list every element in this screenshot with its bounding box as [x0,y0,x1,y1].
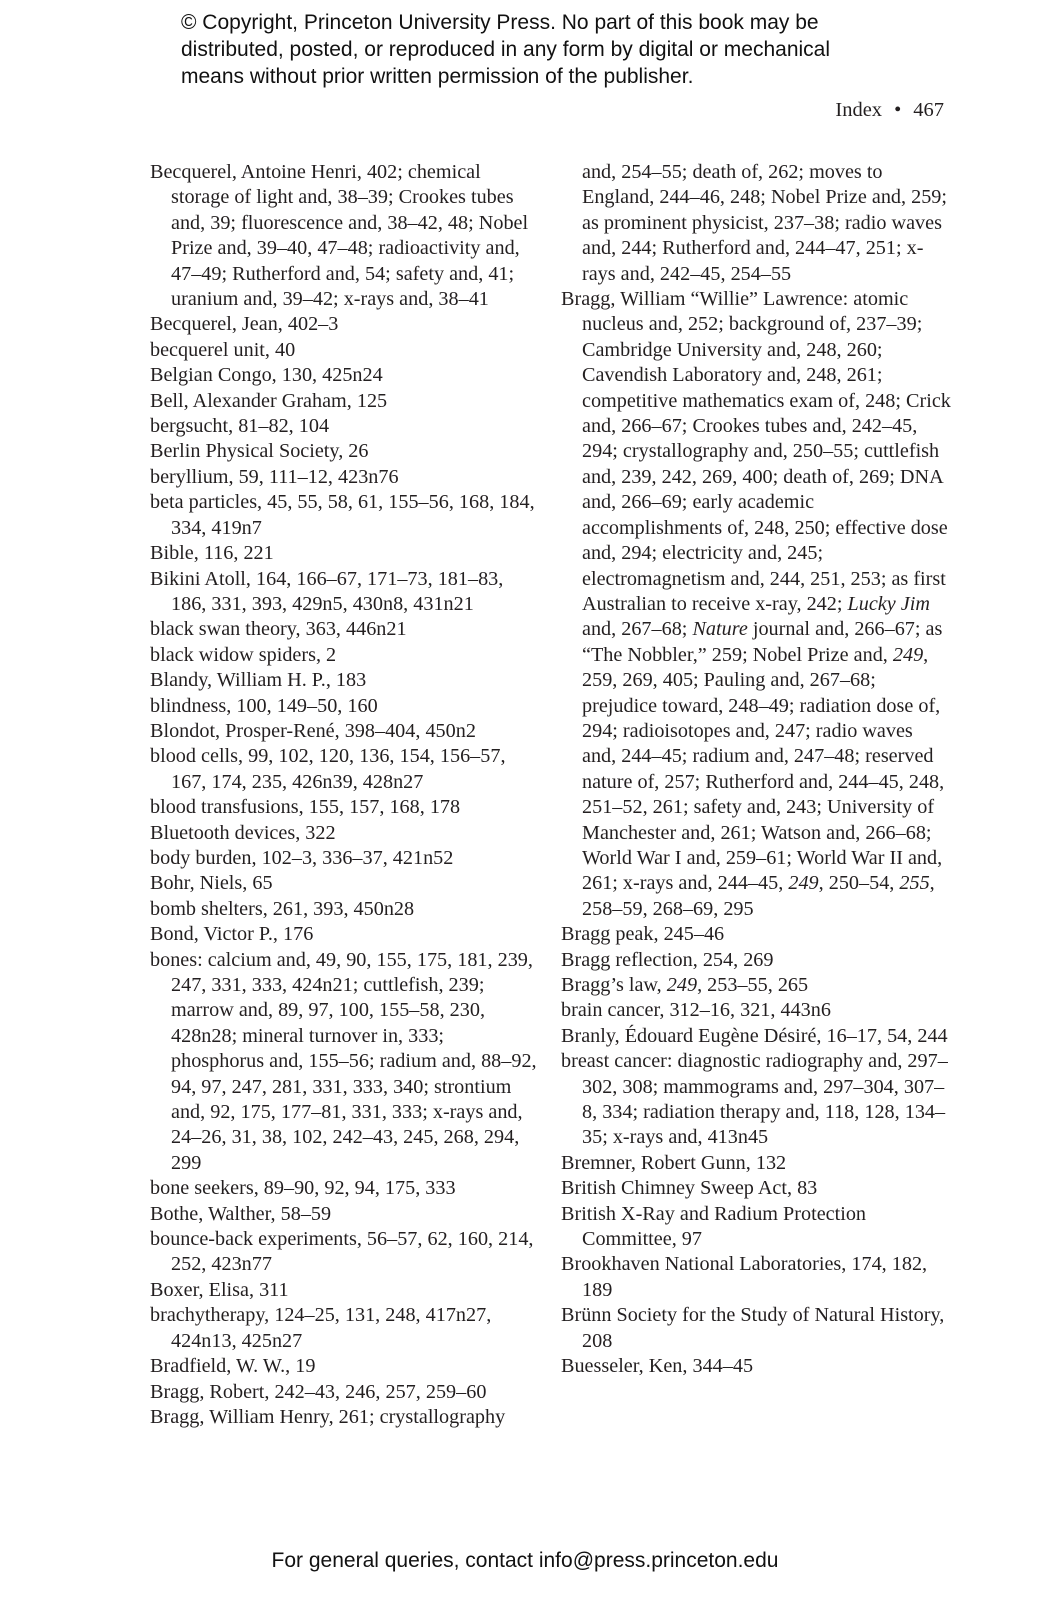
index-entry [150,1227,540,1278]
index-entry-text: , 253–55, 265 [697,974,809,996]
index-entry-text: Buesseler, Ken, 344–45 [561,1355,754,1378]
index-entry-text: Bragg reflection, 254, 269 [561,948,774,971]
index-entry [150,160,540,312]
index-entry-italic: 249 [788,872,819,895]
index-entry-italic: 249 [666,974,698,996]
index-entry [150,922,540,947]
index-entry-text: bone seekers, 89–90, 92, 94, 175, 333 [150,1177,456,1200]
index-entry-continuation: and, 254–55; death of, 262; moves to England, 244–46, 248; Nobel Prize and, 259; as prominent physicist, 237–38; radio waves and, 244; Rutherford and, 244–47, 251; x-rays and, 242–45, 254–55 [582,161,948,285]
index-entry [150,694,540,719]
index-entry-text: bomb shelters, 261, 393, 450n28 [150,897,415,920]
index-entry-text: black widow spiders, 2 [150,643,337,666]
index-entry-text: Bond, Victor P., 176 [150,923,314,946]
index-entry-text: Bragg, William “Willie” Lawrence: atomic nucleus and, 252; background of, 237–39; Cambridge University and, 248, 260; Cavendish Laboratory and, 248, 261; competitive mathematics exam of, 248; Crick and, 266–67; Crookes tubes and, 242–45, 294; crystallography and, 250–55; cuttlefish and, 239, 242, 269, 400; death of, 269; DNA and, 266–69; early academic accomplishments of, 248, 250; effective dose and, 294; electricity and, 245; electromagnetism and, 244, 251, 253; as first Australian to receive x-ray, 242; [561,288,951,615]
index-entry [150,795,540,820]
index-entry-italic: Nature [692,618,748,641]
index-entry [150,744,540,795]
index-entry [561,1049,951,1151]
index-entry-text: brachytherapy, 124–25, 131, 248, 417n27, 424n13, 425n27 [150,1304,492,1352]
index-entry-text: brain cancer, 312–16, 321, 443n6 [561,999,831,1022]
copyright-line: © Copyright, Princeton University Press. No part of this book may be [181,11,819,34]
index-entry-italic: 249 [892,643,924,666]
index-entry [150,846,540,871]
index-entry-text: Bell, Alexander Graham, 125 [150,389,388,412]
index-entry [150,1176,540,1201]
index-entry-text: becquerel unit, 40 [150,338,296,361]
index-entry-text: British X-Ray and Radium Protection Committee, 97 [561,1202,867,1251]
index-entry [150,567,540,618]
index-entry-text: bounce-back experiments, 56–57, 62, 160, 214, 252, 423n77 [150,1228,534,1276]
index-entry [150,617,540,642]
index-entry-text: Bragg, William Henry, 261; crystallography [150,1405,506,1428]
index-entry [150,490,540,541]
index-entry [150,389,540,414]
index-entry-text: Boxer, Elisa, 311 [150,1278,289,1301]
index-entry-text: journal and, 266–67; as “The Nobbler,” 259; Nobel Prize and, [582,618,943,666]
index-entry-text: Bragg peak, 245–46 [561,923,725,946]
index-entry-text: Blondot, Prosper-René, 398–404, 450n2 [150,719,476,742]
index-entry-text: beta particles, 45, 55, 58, 61, 155–56, 168, 184, 334, 419n7 [150,491,535,539]
index-entry-text: Blandy, William H. P., 183 [150,669,367,692]
index-entry [150,465,540,490]
index-entry-text: bergsucht, 81–82, 104 [150,415,330,438]
index-entry-text: Becquerel, Jean, 402–3 [150,313,339,336]
index-entry [150,1202,540,1227]
index-entry [150,643,540,668]
index-entry [561,1202,951,1253]
index-entry-text: Berlin Physical Society, 26 [150,440,369,463]
index-entry-italic: Lucky Jim [847,592,930,615]
copyright-notice [181,9,941,90]
index-column-left [150,160,540,1430]
index-entry-text: and, 267–68; [582,618,693,641]
index-column-right [561,160,951,1380]
index-entry-text: Bremner, Robert Gunn, 132 [561,1151,787,1174]
copyright-line: means without prior written permission of the publisher. [181,65,694,88]
bullet-separator: • [894,99,902,121]
index-entry [561,922,951,947]
index-entry-text: , 258–59, 268–69, 295 [582,872,935,920]
index-entry [150,312,540,337]
running-head [835,97,944,123]
running-head-section: Index [835,99,883,121]
index-entry-text: black swan theory, 363, 446n21 [150,618,407,641]
index-entry-text: blood cells, 99, 102, 120, 136, 154, 156–57, 167, 174, 235, 426n39, 428n27 [150,745,506,793]
index-entry [561,973,951,998]
index-entry-text: Brünn Society for the Study of Natural History, 208 [561,1304,945,1352]
index-entry [150,363,540,388]
index-entry-text: , 259, 269, 405; Pauling and, 267–68; prejudice toward, 248–49; radiation dose of, 294; radioisotopes and, 247; radio waves and, 244–45; radium and, 247–48; reserved nature of, 257; Rutherford and, 244–45, 248, 251–52, 261; safety and, 243; University of Manchester and, 261; Watson and, 266–68; World War I and, 259–61; World War II and, 261; x-rays and, 244–45, [582,643,945,895]
index-entry-text: Branly, Édouard Eugène Désiré, 16–17, 54, 244 [561,1024,948,1047]
index-entry [150,1303,540,1354]
index-entry [150,871,540,896]
index-entry-text: , 250–54, [818,872,900,895]
index-entry [561,1151,951,1176]
index-entry [561,1176,951,1201]
index-entry-text: Bragg, Robert, 242–43, 246, 257, 259–60 [150,1380,487,1403]
index-entry-text: bones: calcium and, 49, 90, 155, 175, 181, 239, 247, 331, 333, 424n21; cuttlefish, 239; marrow and, 89, 97, 100, 155–58, 230, 428n28; mineral turnover in, 333; phosphorus and, 155–56; radium and, 88–92, 94, 97, 247, 281, 331, 333, 340; strontium and, 92, 175, 177–81, 331, 333; x-rays and, 24–26, 31, 38, 102, 242–43, 245, 268, 294, 299 [150,948,537,1174]
index-entry-text: Brookhaven National Laboratories, 174, 182, 189 [561,1253,928,1301]
index-entry [150,897,540,922]
index-entry-text: blindness, 100, 149–50, 160 [150,694,378,717]
index-entry-text: Bible, 116, 221 [150,542,274,565]
index-entry [150,821,540,846]
index-entry [561,998,951,1023]
index-entry-text: British Chimney Sweep Act, 83 [561,1177,818,1200]
index-entry-text: breast cancer: diagnostic radiography and, 297–302, 308; mammograms and, 297–304, 307–8, 334; radiation therapy and, 118, 128, 134–35; x-rays and, 413n45 [561,1050,948,1149]
index-entry-text: body burden, 102–3, 336–37, 421n52 [150,846,454,869]
index-entry-text: Bikini Atoll, 164, 166–67, 171–73, 181–83, 186, 331, 393, 429n5, 430n8, 431n21 [150,567,504,615]
index-entry-text: Bragg’s law, [561,974,667,996]
index-entry-text: Bradfield, W. W., 19 [150,1355,316,1378]
index-entry-text: Belgian Congo, 130, 425n24 [150,364,383,387]
index-entry [150,1278,540,1303]
index-entry [561,287,951,922]
index-entry [561,1303,951,1354]
index-entry-text: Bluetooth devices, 322 [150,821,336,844]
index-entry [561,1252,951,1303]
index-entry [150,948,540,1177]
footer-contact: For general queries, contact info@press.princeton.edu [271,1549,779,1572]
index-entry-text: Becquerel, Antoine Henri, 402; chemical storage of light and, 38–39; Crookes tubes and, 39; fluorescence and, 38–42, 48; Nobel Prize and, 39–40, 47–48; radioactivity and, 47–49; Rutherford and, 54; safety and, 41; uranium and, 39–42; x-rays and, 38–41 [150,161,529,311]
index-entry-text: Bothe, Walther, 58–59 [150,1202,332,1225]
index-entry [561,948,951,973]
index-entry [150,541,540,566]
index-entry-text: blood transfusions, 155, 157, 168, 178 [150,796,461,819]
index-entry [150,719,540,744]
index-entry [150,338,540,363]
index-entry [150,414,540,439]
index-entry-text: Bohr, Niels, 65 [150,872,273,895]
index-entry [561,1354,951,1379]
copyright-line: distributed, posted, or reproduced in any form by digital or mechanical [181,38,831,61]
index-entry [150,439,540,464]
index-entry [150,1354,540,1379]
index-entry [150,1405,540,1430]
index-entry [150,668,540,693]
index-entry-text: beryllium, 59, 111–12, 423n76 [150,465,399,488]
page-number: 467 [913,99,944,121]
index-entry-italic: 255 [899,872,930,895]
index-entry [561,1024,951,1049]
index-entry [150,1380,540,1405]
